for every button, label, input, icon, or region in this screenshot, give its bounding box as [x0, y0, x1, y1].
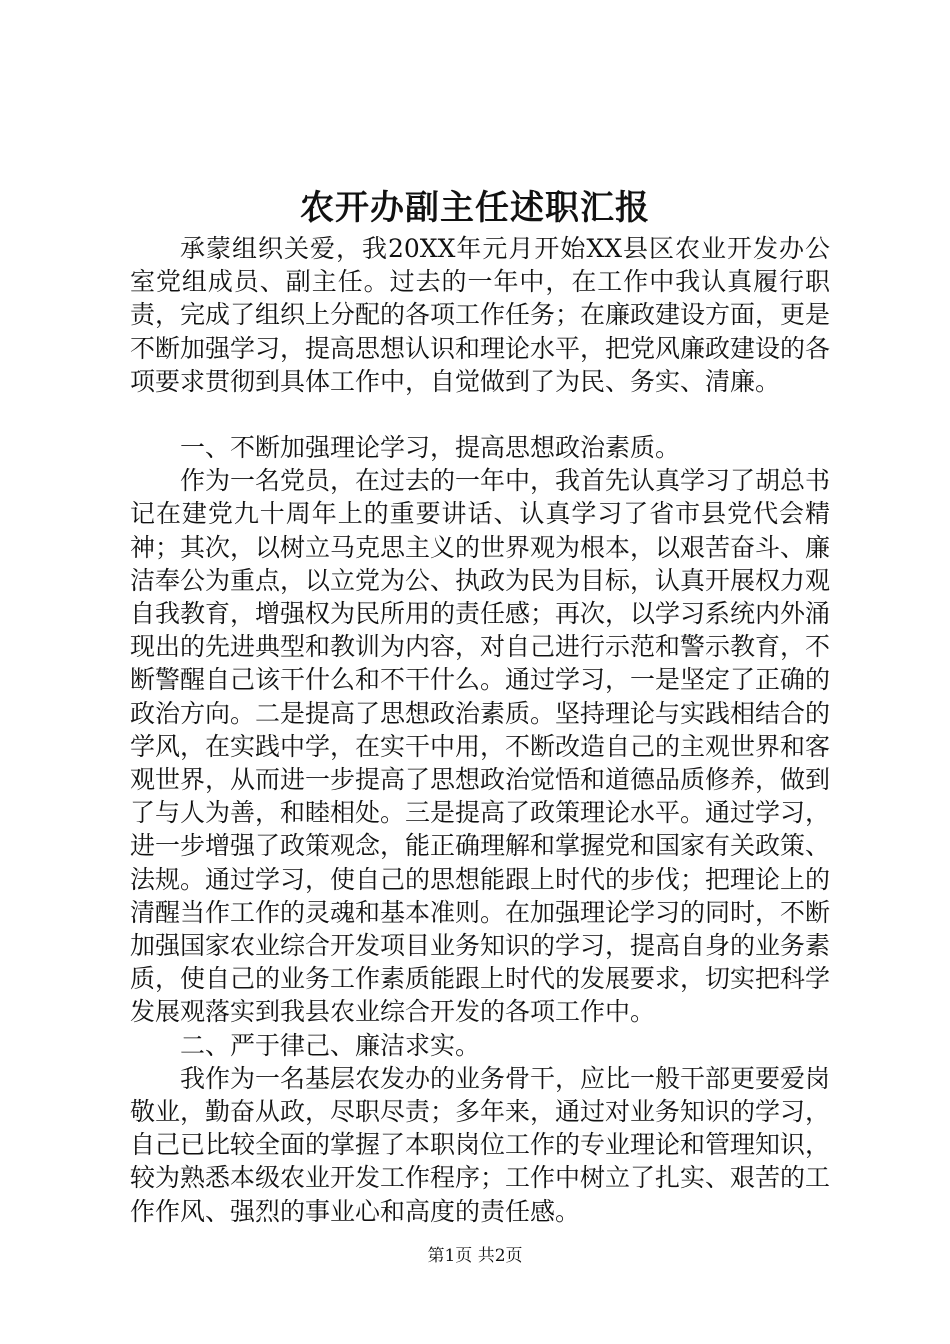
document-body [130, 232, 830, 1228]
paragraph-intro: 承蒙组织关爱，我20XX年元月开始XX县区农业开发办公室党组成员、副主任。过去的一年中，在工作中我认真履行职责，完成了组织上分配的各项工作任务；在廉政建设方面，更是不断加强学习，提高思想认识和理论水平，把党风廉政建设的各项要求贯彻到具体工作中，自觉做到了为民、务实、清廉。 [130, 234, 831, 396]
paragraph-section-2: 我作为一名基层农发办的业务骨干，应比一般干部更要爱岗敬业，勤奋从政，尽职尽责；多年来，通过对业务知识的学习，自己已比较全面的掌握了本职岗位工作的专业理论和管理知识，较为熟悉本级农业开发工作程序；工作中树立了扎实、艰苦的工作作风、强烈的事业心和高度的责任感。 [130, 1063, 831, 1226]
page-number-footer: 第1页 共2页 [427, 1246, 523, 1266]
document-title: 农开办副主任述职汇报 [300, 188, 650, 228]
paragraph-section-1: 作为一名党员，在过去的一年中，我首先认真学习了胡总书记在建党九十周年上的重要讲话、认真学习了省市县党代会精神；其次，以树立马克思主义的世界观为根本，以艰苦奋斗、廉洁奉公为重点，以立党为公、执政为民为目标，认真开展权力观自我教育，增强权为民所用的责任感；再次，以学习系统内外涌现出的先进典型和教训为内容，对自己进行示范和警示教育，不断警醒自己该干什么和不干什么。通过学习，一是坚定了正确的政治方向。二是提高了思想政治素质。坚持理论与实践相结合的学风，在实践中学，在实干中用，不断改造自己的主观世界和客观世界，从而进一步提高了思想政治觉悟和道德品质修养，做到了与人为善，和睦相处。三是提高了政策理论水平。通过学习，进一步增强了政策观念，能正确理解和掌握党和国家有关政策、法规。通过学习，使自己的思想能跟上时代的步伐；把理论上的清醒当作工作的灵魂和基本准则。在加强理论学习的同时，不断加强国家农业综合开发项目业务知识的学习，提高自身的业务素质，使自己的业务工作素质能跟上时代的发展要求，切实把科学发展观落实到我县农业综合开发的各项工作中。 [130, 466, 831, 1027]
section-heading-1: 一、不断加强理论学习，提高思想政治素质。 [180, 433, 681, 463]
section-heading-2: 二、严于律己、廉洁求实。 [180, 1030, 481, 1060]
paragraph-spacer [130, 398, 830, 431]
